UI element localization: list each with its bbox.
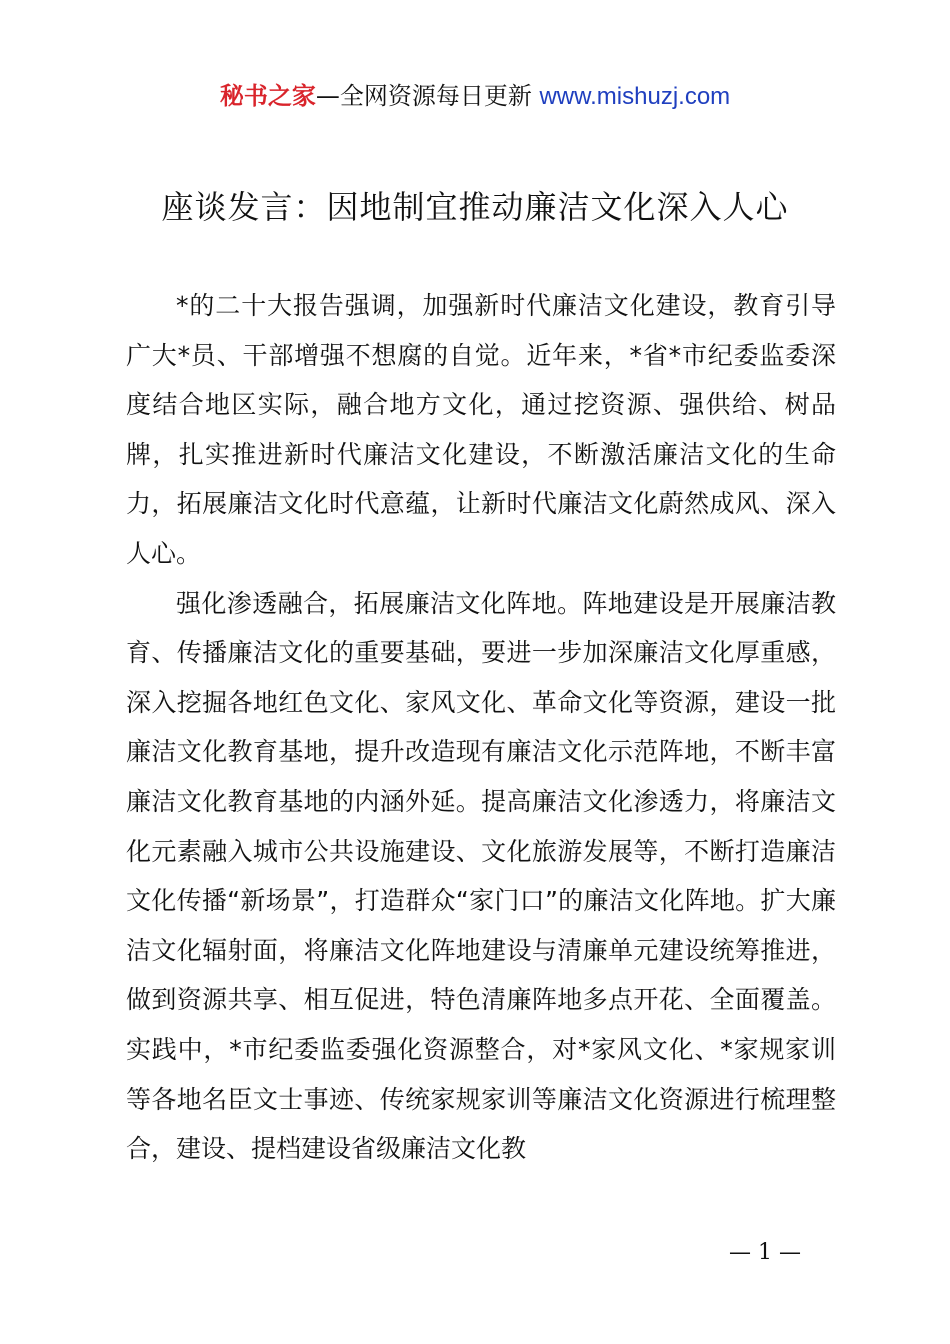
page-number: — 1 — [729,1240,801,1265]
website-link[interactable]: www.mishuzj.com [539,83,731,110]
paragraph-1: *的二十大报告强调，加强新时代廉洁文化建设，教育引导广大*员、干部增强不想腐的自觉。近年来，*省*市纪委监委深度结合地区实际，融合地方文化，通过挖资源、强供给、树品牌，扎实推进新时代廉洁文化建设，不断激活廉洁文化的生命力，拓展廉洁文化时代意蕴，让新时代廉洁文化蔚然成风、深入人心。 [126,291,836,568]
site-banner [0,80,950,113]
document-body [126,281,836,1174]
document-title: 座谈发言：因地制宜推动廉洁文化深入人心 [161,188,789,226]
brand-name: 秘书之家 [219,82,316,110]
paragraph-2: 强化渗透融合，拓展廉洁文化阵地。阵地建设是开展廉洁教育、传播廉洁文化的重要基础，要进一步加深廉洁文化厚重感，深入挖掘各地红色文化、家风文化、革命文化等资源，建设一批廉洁文化教育基地，提升改造现有廉洁文化示范阵地，不断丰富廉洁文化教育基地的内涵外延。提高廉洁文化渗透力，将廉洁文化元素融入城市公共设施建设、文化旅游发展等，不断打造廉洁文化传播“新场景”，打造群众“家门口”的廉洁文化阵地。扩大廉洁文化辐射面，将廉洁文化阵地建设与清廉单元建设统筹推进，做到资源共享、相互促进，特色清廉阵地多点开花、全面覆盖。实践中，*市纪委监委强化资源整合，对*家风文化、*家规家训等各地名臣文士事迹、传统家规家训等廉洁文化资源进行梳理整合，建设、提档建设省级廉洁文化教 [126,588,836,1164]
banner-tagline: —全网资源每日更新 [315,82,540,110]
